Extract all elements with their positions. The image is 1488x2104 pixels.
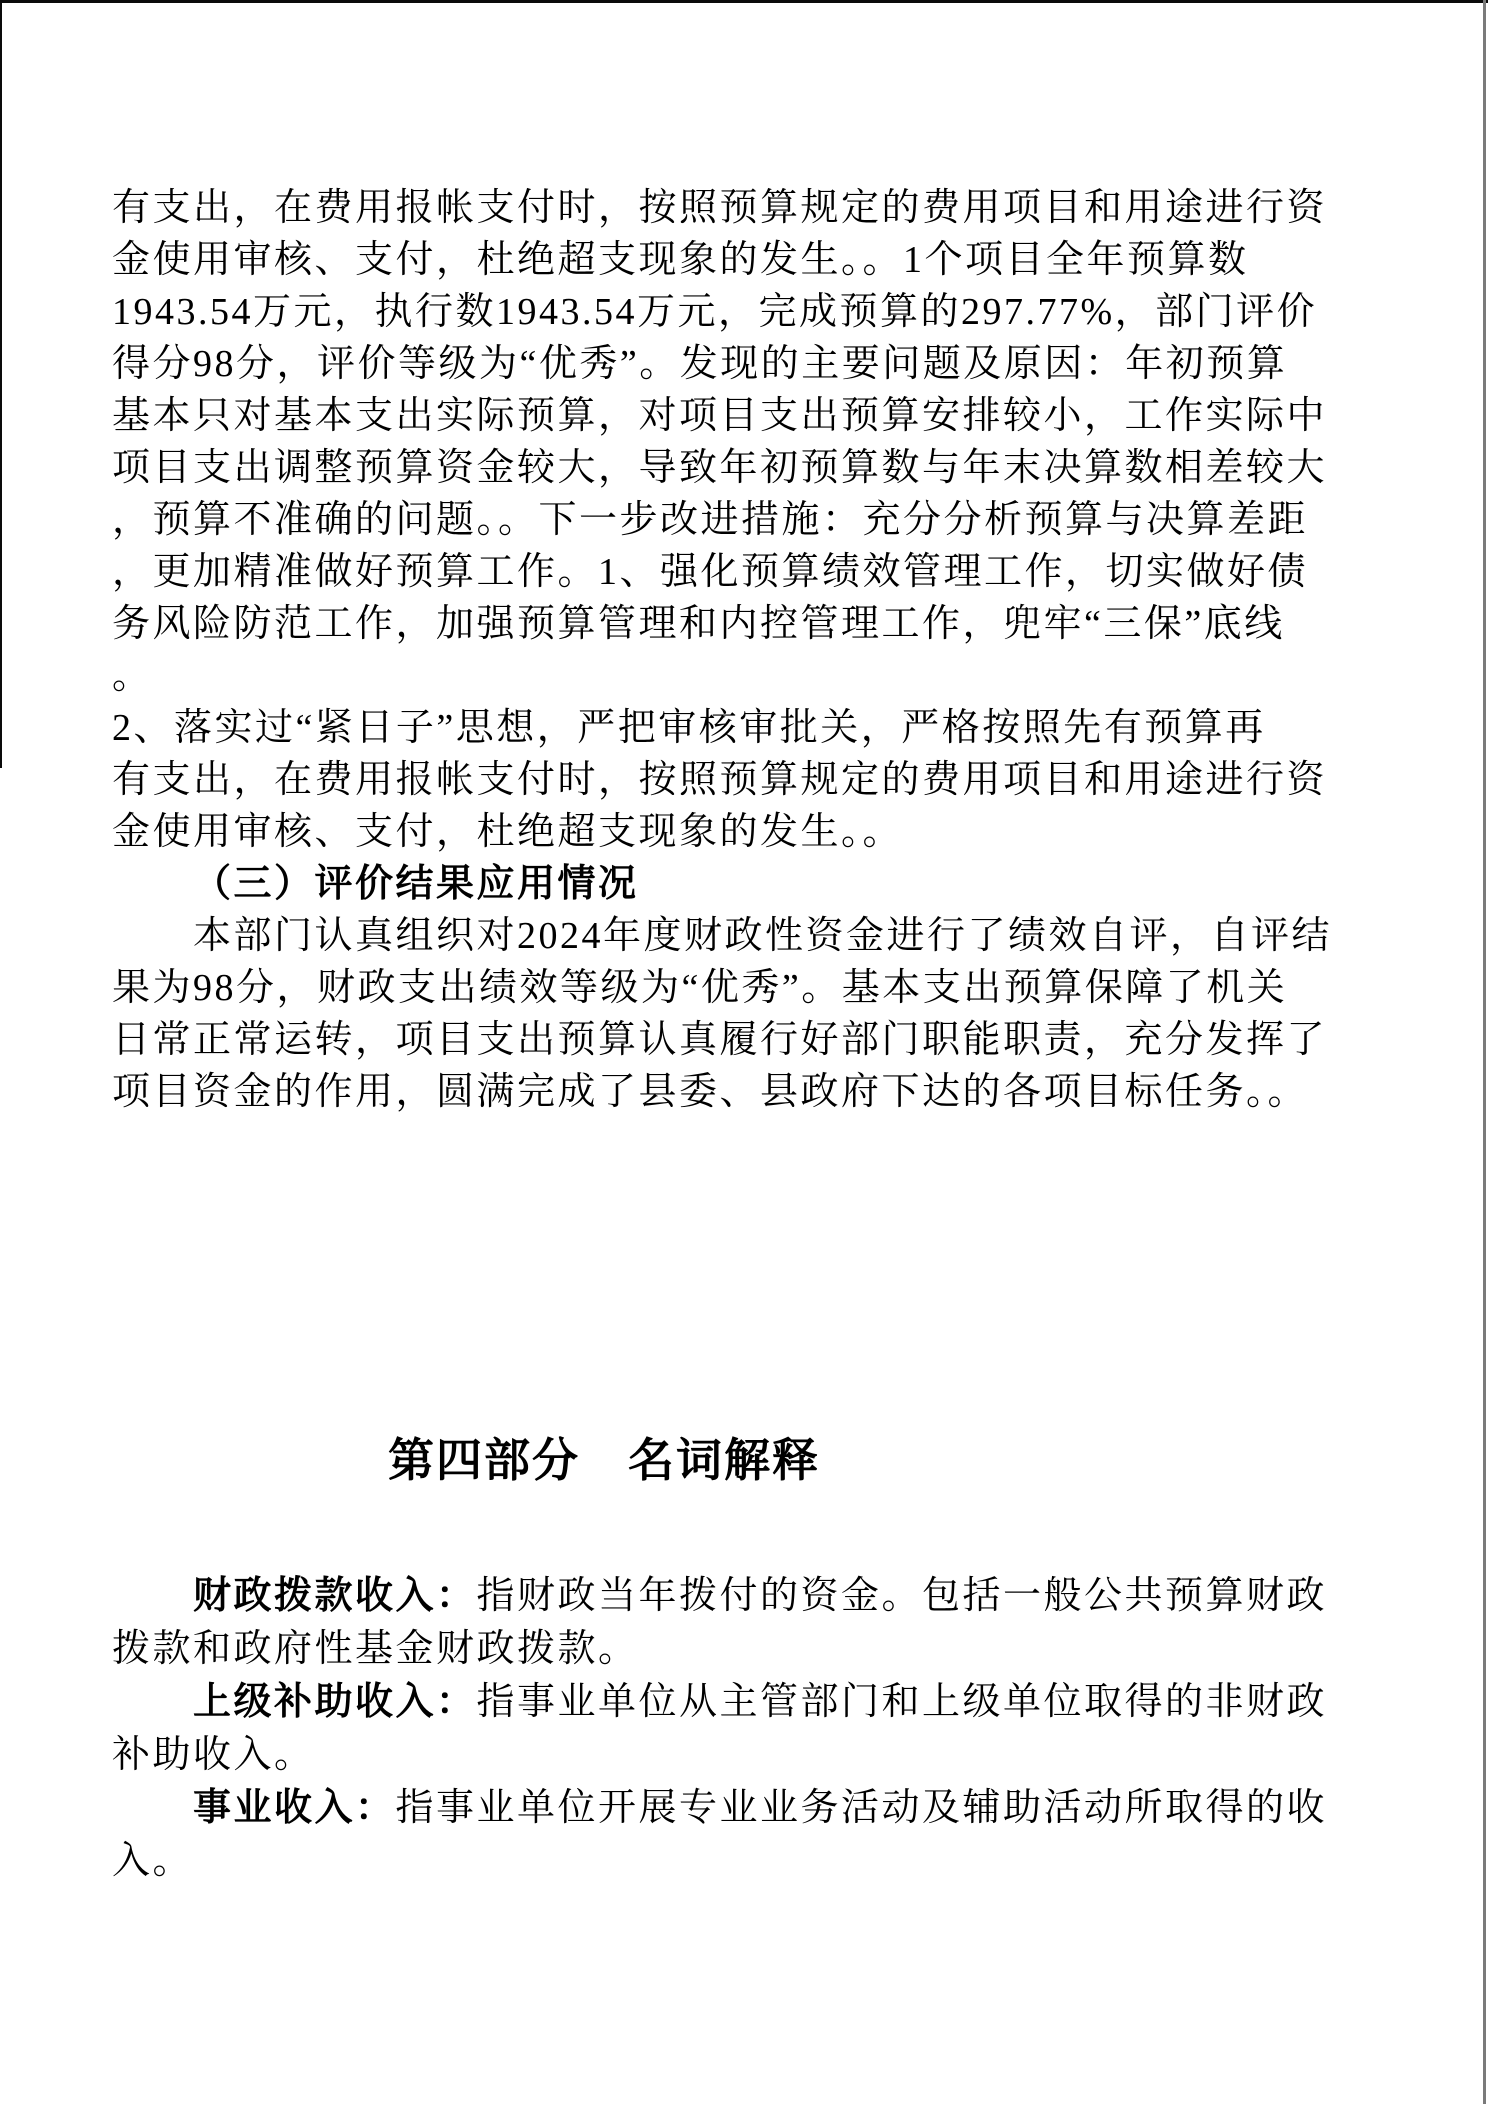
text-run: 。 (112, 655, 153, 697)
text-run: 入。 (112, 1840, 194, 1882)
text-line (112, 962, 1362, 1014)
text-run: 有支出，在费用报帐支付时，按照预算规定的费用项目和用途进行资 (112, 759, 1328, 801)
text-line (112, 1570, 1362, 1623)
body-paragraphs (112, 182, 1362, 1118)
text-run: 指事业单位开展专业业务活动及辅助活动所取得的收 (395, 1787, 1328, 1829)
text-run: 拨款和政府性基金财政拨款。 (112, 1628, 639, 1670)
text-line (112, 390, 1362, 442)
text-run: 务风险防范工作，加强预算管理和内控管理工作，兜牢“三保”底线 (112, 603, 1285, 645)
text-run: 2、落实过“紧日子”思想，严把审核审批关，严格按照先有预算再 (112, 707, 1266, 749)
text-run: 金使用审核、支付，杜绝超支现象的发生。。1个项目全年预算数 (112, 239, 1249, 281)
text-line (112, 182, 1362, 234)
text-run: 指财政当年拨付的资金。包括一般公共预算财政 (476, 1575, 1328, 1617)
bold-term: 上级补助收入： (193, 1681, 477, 1723)
scan-edge-left (0, 0, 2, 768)
bold-term: （三）评价结果应用情况 (193, 863, 639, 905)
text-line (112, 858, 1362, 910)
text-line (112, 1014, 1362, 1066)
text-line (112, 910, 1362, 962)
text-run: 指事业单位从主管部门和上级单位取得的非财政 (476, 1681, 1328, 1723)
text-line (112, 1729, 1362, 1782)
text-line (112, 806, 1362, 858)
text-line (112, 546, 1362, 598)
scan-edge-top (0, 0, 1488, 3)
text-line (112, 1782, 1362, 1835)
text-run: ，更加精准做好预算工作。1、强化预算绩效管理工作，切实做好债 (112, 551, 1309, 593)
text-line (112, 650, 1362, 702)
text-line (112, 286, 1362, 338)
text-run: 补助收入。 (112, 1734, 315, 1776)
text-run: 项目支出调整预算资金较大，导致年初预算数与年末决算数相差较大 (112, 447, 1328, 489)
text-run: 项目资金的作用，圆满完成了县委、县政府下达的各项目标任务。。 (112, 1071, 1309, 1113)
bold-term: 财政拨款收入： (193, 1575, 477, 1617)
text-run: 得分98分，评价等级为“优秀”。发现的主要问题及原因：年初预算 (112, 343, 1288, 385)
text-run: 1943.54万元，执行数1943.54万元，完成预算的297.77%，部门评价 (112, 291, 1318, 333)
text-run: 本部门认真组织对2024年度财政性资金进行了绩效自评，自评结 (193, 915, 1333, 957)
section-title: 第四部分 名词解释 (388, 1434, 820, 1486)
text-run: 果为98分，财政支出绩效等级为“优秀”。基本支出预算保障了机关 (112, 967, 1288, 1009)
text-line (112, 1623, 1362, 1676)
text-line (112, 442, 1362, 494)
text-line (112, 234, 1362, 286)
text-line (112, 1835, 1362, 1888)
bold-term: 事业收入： (193, 1787, 396, 1829)
scan-edge-right (1483, 0, 1486, 2104)
text-line (112, 1066, 1362, 1118)
text-line (112, 1676, 1362, 1729)
text-run: ，预算不准确的问题。。下一步改进措施：充分分析预算与决算差距 (112, 499, 1309, 541)
text-run: 有支出，在费用报帐支付时，按照预算规定的费用项目和用途进行资 (112, 187, 1328, 229)
text-line (112, 338, 1362, 390)
text-line (112, 598, 1362, 650)
text-line (112, 754, 1362, 806)
glossary-definitions (112, 1570, 1362, 1888)
text-run: 基本只对基本支出实际预算，对项目支出预算安排较小，工作实际中 (112, 395, 1328, 437)
text-run: 日常正常运转，项目支出预算认真履行好部门职能职责，充分发挥了 (112, 1019, 1328, 1061)
text-line (112, 494, 1362, 546)
text-line (112, 702, 1362, 754)
text-run: 金使用审核、支付，杜绝超支现象的发生。。 (112, 811, 904, 853)
